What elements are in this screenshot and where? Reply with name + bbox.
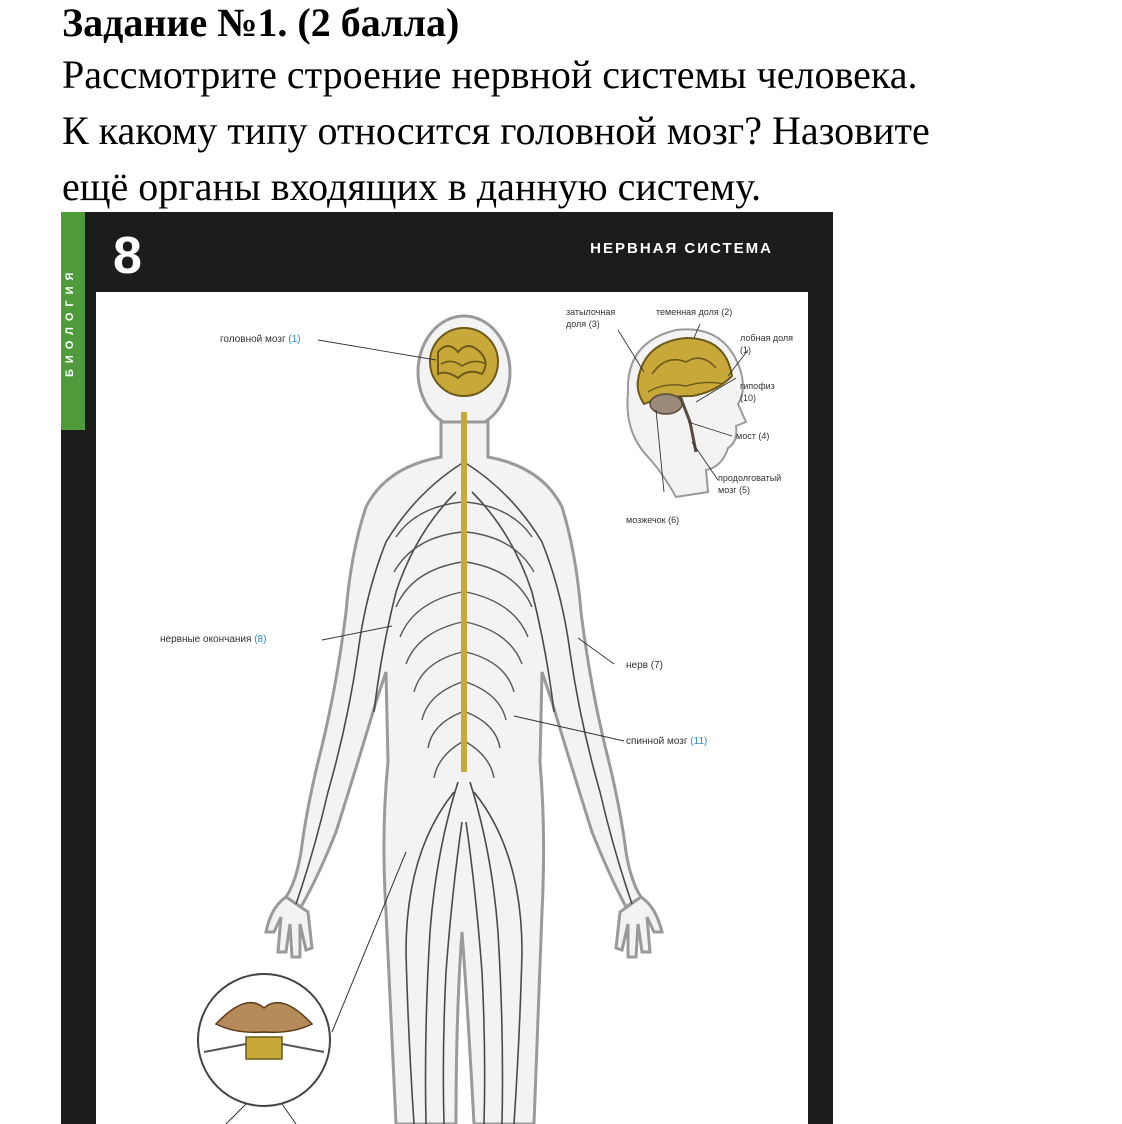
task-text-line-1: Рассмотрите строение нервной системы человека. [62,52,918,97]
task-text-line-3: ещё органы входящих в данную систему. [62,164,762,209]
subject-tab [61,212,85,430]
label-nerve-endings: нервные окончания (8) [160,634,267,645]
label-parietal-lobe: теменная доля (2) [656,307,733,317]
card-header: НЕРВНАЯ СИСТЕМА [590,240,773,257]
label-brain: головной мозг (1) [220,334,301,345]
label-pituitary: гипофиз (10) [740,381,775,403]
illustration-panel [96,292,808,1124]
task-title: Задание №1. (2 балла) [62,0,460,45]
label-pons: мост (4) [736,431,770,441]
subject-label: БИОЛОГИЯ [64,266,76,378]
card-number: 8 [113,227,142,285]
brain [430,328,498,396]
nervous-system-illustration [96,292,808,1124]
label-cerebellum: мозжечок (6) [626,515,680,525]
task-text-line-2: К какому типу относится головной мозг? Назовите [62,108,930,153]
nervous-system-card [61,212,833,1124]
label-spinal-cord: спинной мозг (11) [626,736,708,747]
label-medulla: продолговатый мозг (5) [718,473,782,495]
label-frontal-lobe: лобная доля (1) [740,333,794,355]
label-occipital-lobe: затылочная доля (3) [566,307,616,329]
label-nerve: нерв (7) [626,660,663,671]
